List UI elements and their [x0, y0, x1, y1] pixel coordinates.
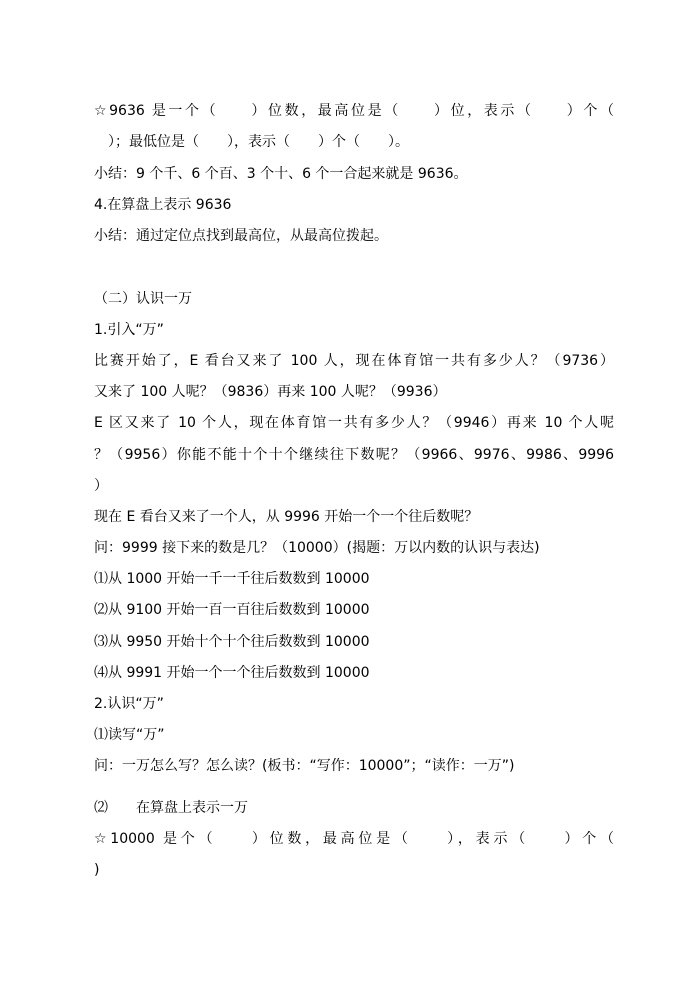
summary-abacus-method: 小结：通过定位点找到最高位，从最高位拨起。 — [94, 228, 388, 244]
story-paragraph-line5: ） — [94, 478, 108, 494]
read-write-wan-heading: ⑴读写“万” — [94, 727, 165, 743]
count-item-4: ⑷从 9991 开始一个一个往后数数到 10000 — [94, 665, 370, 681]
count-item-2: ⑵从 9100 开始一百一百往后数数到 10000 — [94, 602, 370, 618]
exercise-10000-place-value-line1: ☆10000 是个（ ）位数，最高位是（ ），表示（ ）个（ — [94, 831, 614, 847]
question-how-to-write-read: 问：一万怎么写？怎么读？(板书：“写作：10000”；“读作：一万”) — [94, 758, 515, 774]
exercise-9636-place-value-line2: ）；最低位是（ ），表示（ ）个（ ）。 — [94, 134, 409, 150]
story-paragraph-line1: 比赛开始了，E 看台又来了 100 人，现在体育馆一共有多少人？（9736） — [94, 353, 614, 369]
abacus-ten-thousand-heading: ⑵ 在算盘上表示一万 — [94, 800, 248, 816]
subheading-introduce-wan: 1.引入“万” — [94, 322, 164, 338]
section-heading-recognize-ten-thousand: （二）认识一万 — [94, 291, 192, 307]
abacus-9636-heading: 4.在算盘上表示 9636 — [94, 197, 232, 213]
story-paragraph-line2: 又来了 100 人呢？（9836）再来 100 人呢？（9936） — [94, 384, 447, 400]
story-paragraph-line4: ？（9956）你能不能十个十个继续往下数呢？（9966、9976、9986、9996 — [94, 447, 614, 463]
count-item-1: ⑴从 1000 开始一千一千往后数数到 10000 — [94, 571, 370, 587]
exercise-10000-place-value-line2: ) — [94, 862, 100, 878]
exercise-9636-place-value-line1: ☆9636 是一个（ ）位数，最高位是（ ）位，表示（ ）个（ — [94, 103, 614, 119]
question-after-9999: 问：9999 接下来的数是几？（10000）(揭题：万以内数的认识与表达) — [94, 540, 540, 556]
story-paragraph-line3: E 区又来了 10 个人，现在体育馆一共有多少人？（9946）再来 10 个人呢 — [94, 415, 614, 431]
summary-9636-composition: 小结：9 个千、6 个百、3 个十、6 个一合起来就是 9636。 — [94, 166, 468, 182]
subheading-recognize-wan: 2.认识“万” — [94, 696, 164, 712]
count-on-from-9996: 现在 E 看台又来了一个人，从 9996 开始一个一个往后数呢？ — [94, 509, 479, 525]
count-item-3: ⑶从 9950 开始十个十个往后数数到 10000 — [94, 634, 370, 650]
